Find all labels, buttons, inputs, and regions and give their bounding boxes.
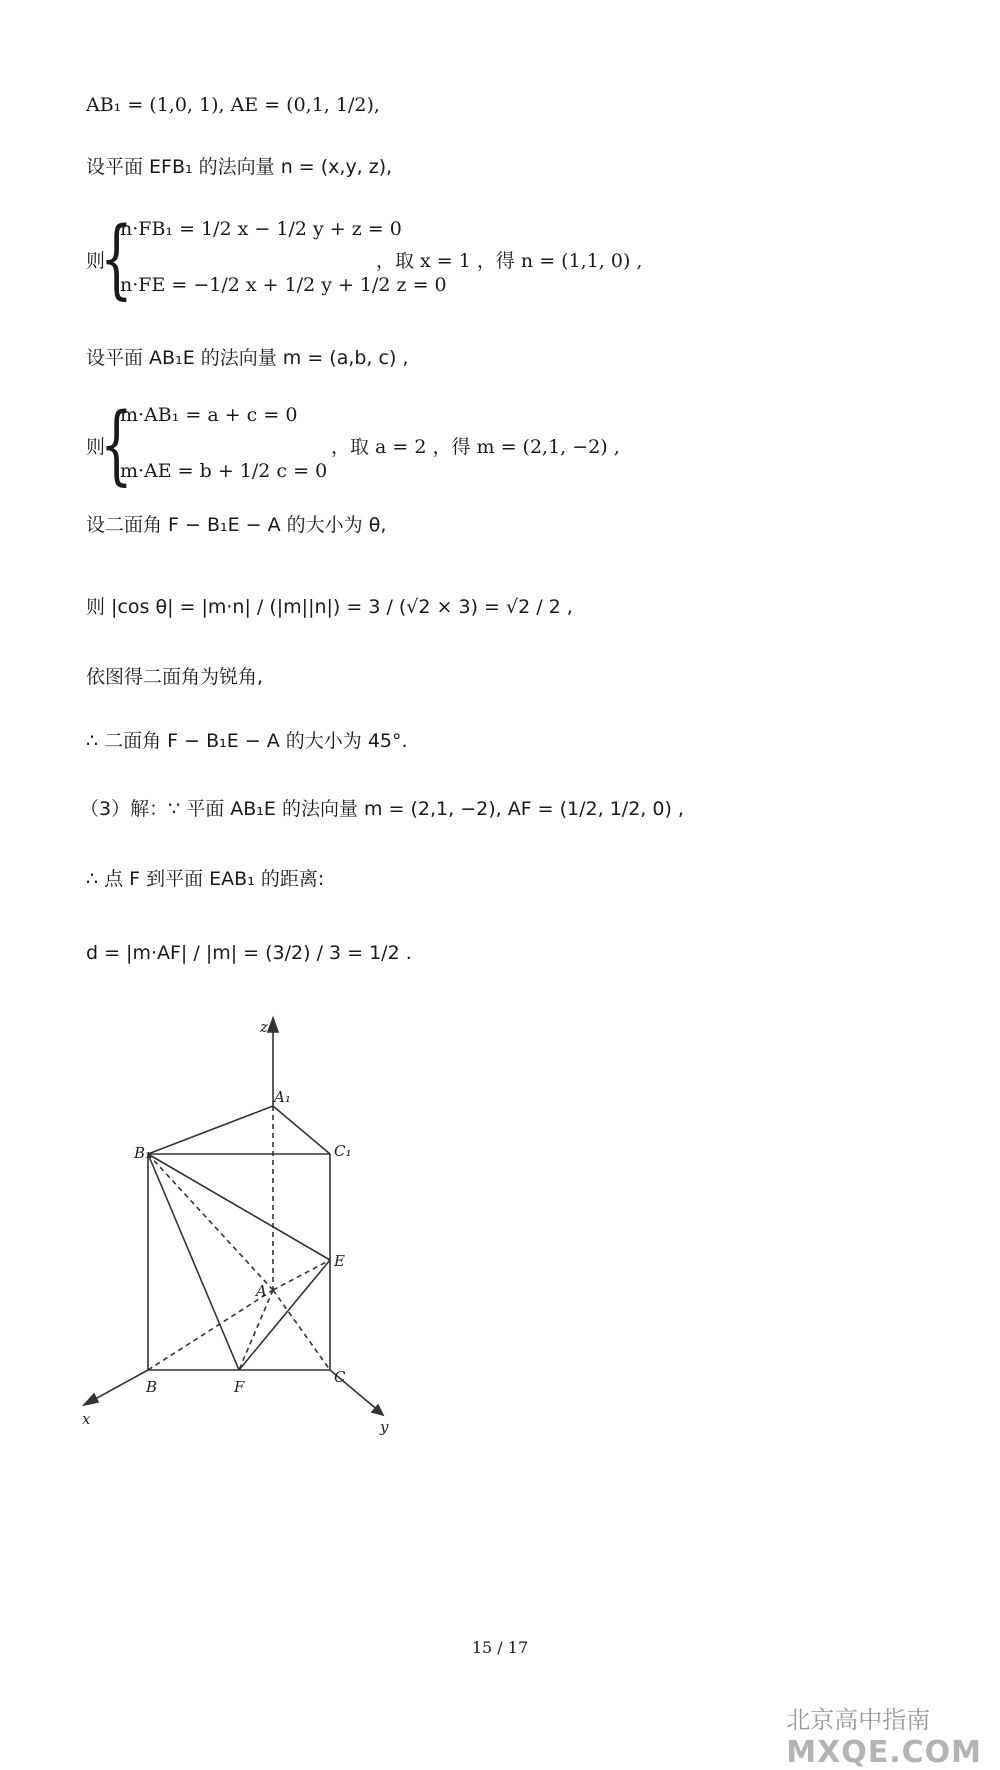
label-B1: B₁ — [134, 1144, 152, 1162]
hidden-B1-A — [148, 1154, 273, 1290]
label-y: y — [380, 1418, 389, 1436]
label-C1: C₁ — [334, 1142, 352, 1160]
normal-vector-m-definition: 设平面 AB₁E 的法向量 m = (a,b, c) , — [86, 347, 409, 369]
angle-result: ∴ 二面角 F − B₁E − A 的大小为 45°. — [86, 730, 408, 752]
acute-angle-statement: 依图得二面角为锐角, — [86, 666, 264, 688]
distance-computation: d = |m·AF| / |m| = (3/2) / 3 = 1/2 . — [86, 942, 412, 964]
edge-B1-F — [148, 1154, 239, 1370]
label-C: C — [334, 1368, 346, 1386]
part3-intro: （3）解：∵ 平面 AB₁E 的法向量 m = (2,1, −2), AF = (1/2, 1/2, 0) , — [80, 798, 684, 820]
hidden-A-C — [273, 1290, 330, 1370]
system2-result: ，取 a = 2 ，得 m = (2,1, −2) , — [331, 436, 620, 458]
label-E: E — [334, 1252, 345, 1270]
system1-row1: n·FB₁ = 1/2 x − 1/2 y + z = 0 — [120, 218, 402, 240]
left-brace: { — [100, 395, 133, 495]
label-F: F — [234, 1378, 245, 1396]
page-number: 15 / 17 — [471, 1638, 529, 1657]
cosine-computation: 则 |cos θ| = |m·n| / (|m||n|) = 3 / (√2 × 3) = √2 / 2 , — [86, 596, 573, 618]
equation-system-1 — [86, 209, 786, 312]
label-A1: A₁ — [274, 1088, 291, 1106]
label-A: A — [256, 1282, 267, 1300]
vector-definitions-line: AB₁ = (1,0, 1), AE = (0,1, 1/2), — [86, 94, 380, 116]
watermark-site: MXQE.COM — [786, 1735, 982, 1770]
normal-vector-n-definition: 设平面 EFB₁ 的法向量 n = (x,y, z), — [86, 156, 393, 178]
label-z: z — [260, 1018, 268, 1036]
edge-B1-E — [148, 1154, 330, 1260]
distance-statement: ∴ 点 F 到平面 EAB₁ 的距离: — [86, 868, 325, 890]
equation-system-2 — [86, 395, 786, 498]
edge-F-E — [239, 1260, 330, 1370]
system2-row2: m·AE = b + 1/2 c = 0 — [120, 460, 328, 482]
system1-row2: n·FE = −1/2 x + 1/2 y + 1/2 z = 0 — [120, 274, 447, 296]
system1-result: ，取 x = 1 ，得 n = (1,1, 0) , — [376, 250, 643, 272]
dihedral-angle-definition: 设二面角 F − B₁E − A 的大小为 θ, — [86, 514, 387, 536]
system-label: 则 — [86, 250, 106, 272]
z-axis-arrow — [268, 1018, 278, 1032]
x-axis-arrow — [84, 1394, 98, 1405]
label-x: x — [82, 1410, 91, 1428]
edge-A1-C1 — [273, 1106, 330, 1154]
hidden-A-F — [239, 1290, 273, 1370]
system2-row1: m·AB₁ = a + c = 0 — [120, 404, 298, 426]
hidden-A-E — [273, 1260, 330, 1290]
system-label: 则 — [86, 436, 106, 458]
label-B: B — [146, 1378, 158, 1396]
prism-figure — [80, 1010, 410, 1440]
watermark-cn: 北京高中指南 — [786, 1706, 931, 1734]
watermark — [786, 1700, 982, 1770]
left-brace: { — [100, 209, 133, 309]
edge-B1-A1 — [148, 1106, 273, 1154]
